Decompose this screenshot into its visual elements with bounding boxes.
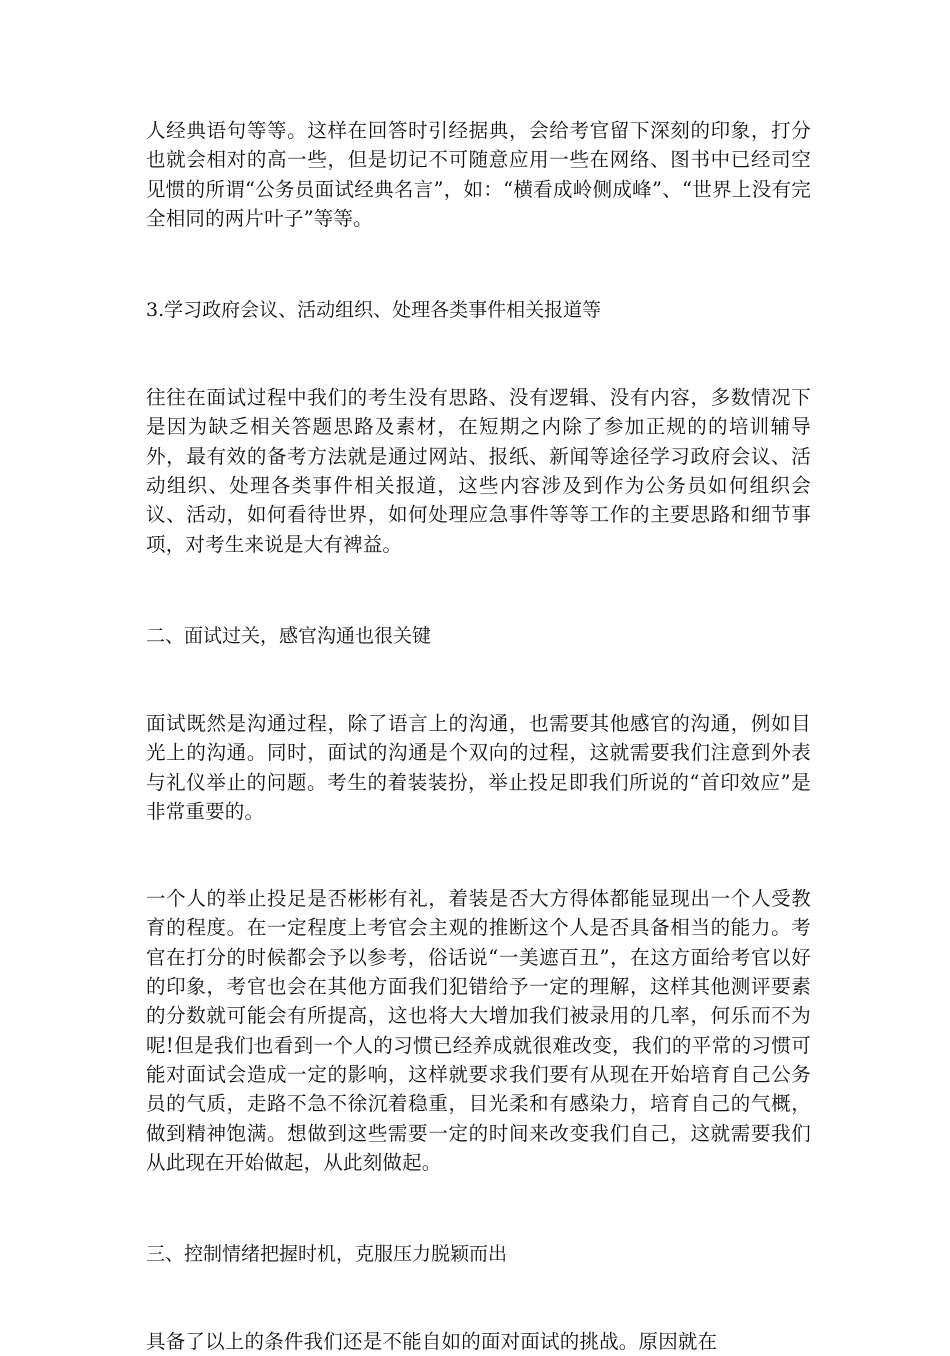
document-body bbox=[146, 116, 811, 1356]
section-heading-three: 三、控制情绪把握时机，克服压力脱颖而出 bbox=[146, 1243, 508, 1266]
paragraph-manners: 一个人的举止投足是否彬彬有礼，着装是否大方得体都能显现出一个人受教育的程度。在一定程度上考官会主观的推断这个人是否具备相当的能力。考官在打分的时候都会予以参考，俗话说“一美遮百丑”，在这方面给考官以好的印象，考官也会在其他方面我们犯错给予一定的理解，这样其他测评要素的分数就可能会有所提高，这也将大大增加我们被录用的几率，何乐而不为呢!但是我们也看到一个人的习惯已经养成就很难改变，我们的平常的习惯可能对面试会造成一定的影响，这样就要求我们要有从现在开始培育自己公务员的气质，走路不急不徐沉着稳重，目光柔和有感染力，培育自己的气概，做到精神饱满。想做到这些需要一定的时间来改变我们自己，这就需要我们从此现在开始做起，从此刻做起。 bbox=[146, 887, 811, 1174]
paragraph-pressure: 具备了以上的条件我们还是不能自如的面对面试的挑战。原因就在 bbox=[146, 1330, 718, 1354]
paragraph-classic-quotes: 人经典语句等等。这样在回答时引经据典，会给考官留下深刻的印象，打分也就会相对的高一些，但是切记不可随意应用一些在网络、图书中已经司空见惯的所谓“公务员面试经典名言”，如：“横看成岭侧成峰”、“世界上没有完全相同的两片叶子”等等。 bbox=[146, 119, 811, 230]
section-heading-two: 二、面试过关，感官沟通也很关键 bbox=[146, 624, 432, 647]
paragraph-sensory-communication: 面试既然是沟通过程，除了语言上的沟通，也需要其他感官的沟通，例如目光上的沟通。同时，面试的沟通是个双向的过程，这就需要我们注意到外表与礼仪举止的问题。考生的着装装扮，举止投足即我们所说的“首印效应”是非常重要的。 bbox=[146, 711, 811, 823]
paragraph-government-reports: 往往在面试过程中我们的考生没有思路、没有逻辑、没有内容，多数情况下是因为缺乏相关答题思路及素材，在短期之内除了参加正规的的培训辅导外，最有效的备考方法就是通过网站、报纸、新闻等途径学习政府会议、活动组织、处理各类事件相关报道，这些内容涉及到作为公务员如何组织会议、活动，如何看待世界，如何处理应急事件等等工作的主要思路和细节事项，对考生来说是大有裨益。 bbox=[146, 386, 811, 556]
subheading-3: 3.学习政府会议、活动组织、处理各类事件相关报道等 bbox=[146, 299, 602, 322]
